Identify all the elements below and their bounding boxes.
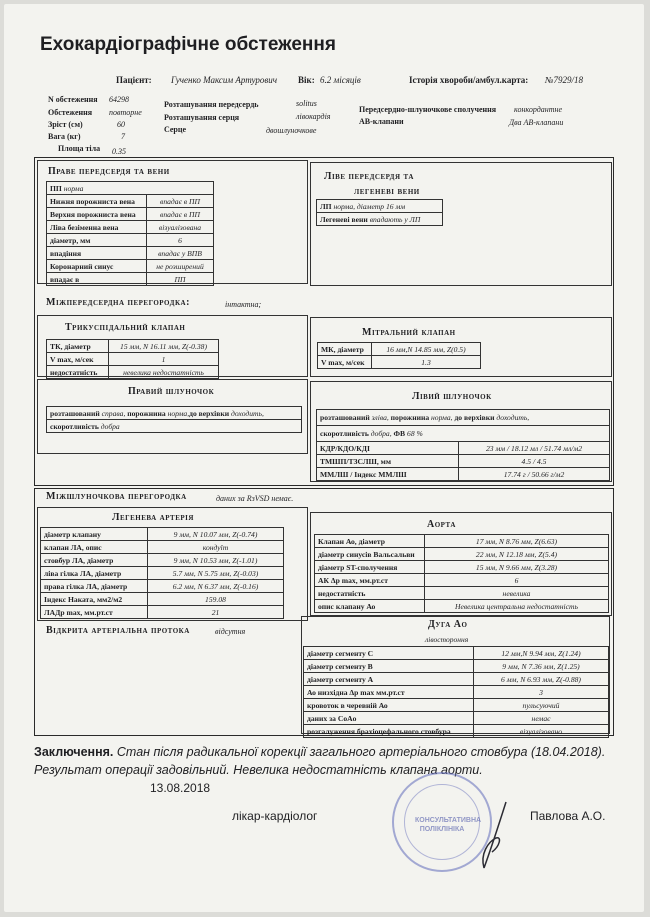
av-valves-value: Два АВ-клапани [509,118,564,127]
heart-location-value: лівокардія [296,112,331,121]
av-connection-label: Передсердно-шлуночкове сполучення [359,105,497,114]
exam-no-label: N обстеження [48,95,98,104]
height-value: 60 [117,120,125,129]
table-row: V max, м/сек 1 [47,353,219,366]
table-row: даних за CoAo немає [304,712,609,725]
age-label: Вік: [298,75,315,85]
table-row: Коронарний синус не розширений [47,260,214,273]
table-row: діаметр сегменту С 12 мм,N 9.94 мм, Z(1.24) [304,647,609,660]
document-page [4,4,644,912]
av-connection-value: конкордантне [514,105,563,114]
heart-label: Серце [164,125,187,134]
pulmonary-artery-title: Легенева артерія [112,512,194,523]
table-row: ЛП норма, діаметр 16 мм [317,200,443,213]
doctor-signature [444,794,524,874]
table-row: діаметр, мм 6 [47,234,214,247]
tricuspid-table [46,339,219,379]
table-row: діаметр сегменту B 9 мм, N 7.36 мм, Z(1.25) [304,660,609,673]
left-ventricle-title: Лівий шлуночок [412,391,492,402]
patient-name: Гученко Максим Артурович [171,75,278,85]
exam-value: повторне [109,108,142,117]
table-row: недостатність невелика [315,587,609,600]
exam-label: Обстеження [48,108,93,117]
table-row: розгалуження брахіоцефального стовбура візуалізовано [304,725,609,738]
table-row: Нижня порожниста вена впадає в ПП [47,195,214,208]
patient-label: Пацієнт: [116,75,152,85]
interatrial-septum-label: Міжпередсердна перегородка: [46,297,190,308]
table-row: опис клапану Ао Невелика центральна недостатність [315,600,609,613]
exam-date: 13.08.2018 [150,781,211,795]
table-row: АК Δр max, мм.рт.ст 6 [315,574,609,587]
table-row: МК, діаметр 16 мм,N 14.85 мм, Z(0.5) [318,343,481,356]
interventricular-septum-label: Міжшлуночкова перегородка [46,491,187,502]
ductus-label: Відкрита артеріальна протока [46,625,190,636]
table-row: розташований зліва, порожнина норма, до верхівки доходить, [317,410,610,426]
weight-value: 7 [121,132,125,141]
area-value: 0.35 [112,147,126,156]
heart-location-label: Розташування серця [164,113,240,122]
mitral-title: Мітральний клапан [362,327,456,338]
table-row: ТК, діаметр 15 мм, N 16.11 мм, Z(-0.38) [47,340,219,353]
table-row: ПП норма [47,182,214,195]
table-row: впадає в ПП [47,273,214,286]
left-atrium-title-2: легеневі вени [354,186,420,197]
heart-position-value: solitus [296,99,317,108]
mitral-table [317,342,481,369]
doctor-name: Павлова А.О. [530,809,606,823]
table-row: ліва гілка ЛА, діаметр 5.7 мм, N 5.75 мм, Z(-0.03) [41,567,284,580]
left-atrium-title-1: Ліве передсердя та [324,171,414,182]
aorta-title: Аорта [427,519,456,530]
table-row: V max, м/сек 1.3 [318,356,481,369]
aortic-arch-side: лівостороння [425,635,469,644]
table-row: права гілка ЛА, діаметр 6.2 мм, N 6.37 мм, Z(-0.16) [41,580,284,593]
table-row: недостатність невелика недостатність [47,366,219,379]
table-row: скоротливість добра [47,420,302,433]
tricuspid-title: Трикуспідальний клапан [65,322,186,333]
right-atrium-title: Праве передсердя та вени [48,166,170,177]
table-row: скоротливість добра, ФВ 68 % [317,426,610,442]
left-ventricle-table [316,409,610,481]
ductus-value: відсутня [215,627,246,636]
table-row: розташований справа, порожнина норма,до верхівки доходить, [47,407,302,420]
right-ventricle-table [46,406,302,433]
table-row: Клапан Ао, діаметр 17 мм, N 8.76 мм, Z(6.63) [315,535,609,548]
interatrial-septum-value: інтактна; [225,300,262,309]
clinic-stamp-text: КОНСУЛЬТАТИВНА ПОЛІКЛІНІКА [415,817,482,833]
table-row: КДР/КДО/КДІ 23 мм / 18.12 мл / 51.74 мл/м2 [317,442,610,455]
pulmonary-artery-table [40,527,284,619]
conclusion-line-2: Результат операції задовільний. Невелика недостатність клапана аорти. [34,763,483,777]
av-valves-label: АВ-клапани [359,117,404,126]
table-row: стовбур ЛА, діаметр 9 мм, N 10.53 мм, Z(-1.01) [41,554,284,567]
table-row: діаметр клапану 9 мм, N 10.07 мм, Z(-0.74) [41,528,284,541]
aortic-arch-title: Дуга Ао [428,619,468,630]
left-atrium-table [316,199,443,226]
weight-label: Вага (кг) [48,132,81,141]
table-row: Індекс Наката, мм2/м2 159.08 [41,593,284,606]
aortic-arch-table [303,646,609,738]
right-ventricle-title: Правий шлуночок [128,386,215,397]
history-value: №7929/18 [545,75,583,85]
table-row: ТМШП/ТЗСЛШ, мм 4.5 / 4.5 [317,455,610,468]
history-label: Історія хвороби/амбул.карта: [409,75,529,85]
aorta-table [314,534,609,613]
conclusion-line-1: Заключення. Стан після радикальної корекції загального артеріального стовбура (18.04.2018). [34,745,606,759]
table-row: Ао низхідна Δр max мм.рт.ст 3 [304,686,609,699]
table-row: кровоток в черевній Ао пульсуючий [304,699,609,712]
heart-value: двошлуночкове [266,126,317,135]
right-atrium-table [46,181,214,286]
table-row: Ліва безіменна вена візуалізована [47,221,214,234]
table-row: ЛАДр max, мм.рт.ст 21 [41,606,284,619]
age-value: 6.2 місяців [320,75,361,85]
table-row: Легеневі вени впадають у ЛП [317,213,443,226]
height-label: Зріст (см) [48,120,83,129]
area-label: Площа тіла [58,144,101,153]
exam-no-value: 64298 [109,95,129,104]
interventricular-septum-value: даних за RзVSD немає. [216,494,294,503]
table-row: Верхня порожниста вена впадає в ПП [47,208,214,221]
table-row: діаметр синусів Вальсальви 22 мм, N 12.18 мм, Z(5.4) [315,548,609,561]
table-row: впадіння впадає у ВПВ [47,247,214,260]
table-row: діаметр сегменту A 6 мм, N 6.93 мм, Z(-0.88) [304,673,609,686]
table-row: клапан ЛА, опис кондуїт [41,541,284,554]
heart-position-label: Розташування передсердь [164,100,259,109]
page-title: Ехокардіографічне обстеження [40,34,336,55]
doctor-role: лікар-кардіолог [232,809,318,823]
table-row: діаметр ST-сполучення 15 мм, N 9.66 мм, Z(3.28) [315,561,609,574]
table-row: ММЛШ / Індекс ММЛШ 17.74 г / 50.66 г/м2 [317,468,610,481]
